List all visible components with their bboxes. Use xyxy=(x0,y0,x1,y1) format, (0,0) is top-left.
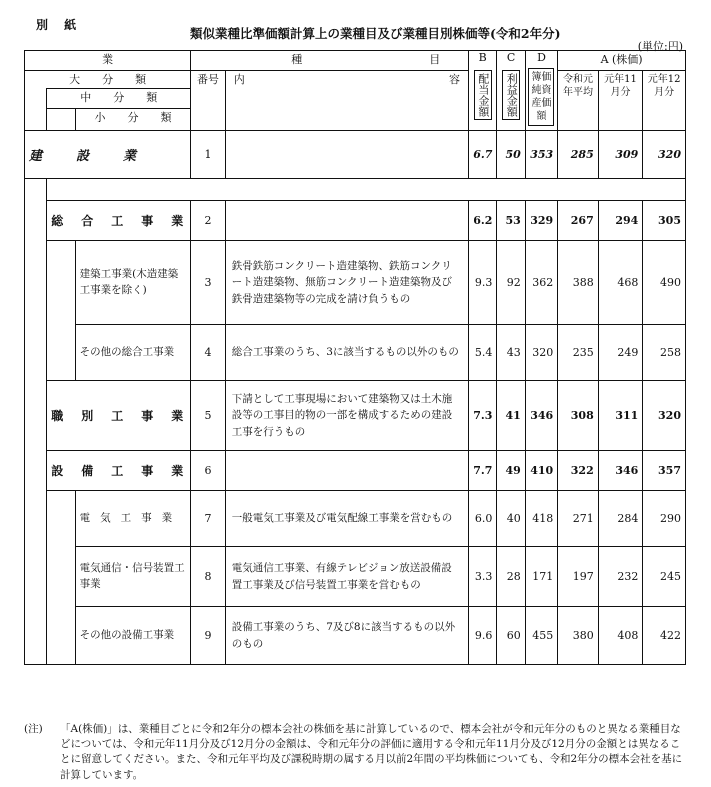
value-a3: 290 xyxy=(643,491,686,547)
value-a1: 308 xyxy=(558,381,599,451)
row-description: 一般電気工事業及び電気配線工事業を営むもの xyxy=(225,491,468,547)
row-number: 9 xyxy=(191,607,225,665)
category-name: その他の設備工事業 xyxy=(75,607,191,665)
value-a2: 249 xyxy=(598,325,643,381)
header-gyo: 業 xyxy=(25,51,191,71)
value-a2: 311 xyxy=(598,381,643,451)
value-c: 53 xyxy=(497,201,525,241)
value-a3: 490 xyxy=(643,241,686,325)
row-description: 下請として工事現場において建築物又は土木施設等の工事目的物の一部を構成するための建設工事を行うもの xyxy=(225,381,468,451)
value-d: 418 xyxy=(525,491,557,547)
footnote-text: 「A(株価)」は、業種目ごとに令和2年分の標本会社の株価を基に計算しているので、標本会社が令和元年分のものと異なる業種目などについては、令和元年11月分及び12月分の金額は、令和元年分の評価に適用する令和元年11月分及び12月分の金額とは異なることに留意してください。また、令和元年平均及び課税時期の属する月以前2年間の平均株価についても、令和2年分の標本会社を基に計算しています。 xyxy=(60,723,683,781)
header-naiyo-right: 容 xyxy=(449,73,461,86)
header-a-group: A (株価) xyxy=(558,51,686,71)
value-a3: 320 xyxy=(643,381,686,451)
row-number: 5 xyxy=(191,381,225,451)
category-name: 職別工事業 xyxy=(47,381,191,451)
header-dai: 大 分 類 xyxy=(25,71,191,89)
value-a3: 357 xyxy=(643,451,686,491)
value-a2: 408 xyxy=(598,607,643,665)
value-b: 6.7 xyxy=(469,131,497,179)
header-c: C xyxy=(506,51,516,64)
row-description xyxy=(225,451,468,491)
value-a1: 388 xyxy=(558,241,599,325)
header-chu: 中 分 類 xyxy=(47,89,191,109)
table-row xyxy=(25,381,686,451)
value-d: 329 xyxy=(525,201,557,241)
unit-label: (単位:円) xyxy=(637,40,683,53)
value-c: 50 xyxy=(497,131,525,179)
value-b: 7.7 xyxy=(469,451,497,491)
value-a2: 346 xyxy=(598,451,643,491)
row-description xyxy=(225,201,468,241)
header-a3: 元年12月分 xyxy=(643,71,686,131)
value-c: 41 xyxy=(497,381,525,451)
value-b: 9.3 xyxy=(469,241,497,325)
value-a3: 258 xyxy=(643,325,686,381)
table-row xyxy=(25,547,686,607)
row-number: 2 xyxy=(191,201,225,241)
category-name: 総合工事業 xyxy=(47,201,191,241)
value-d: 362 xyxy=(525,241,557,325)
value-a2: 468 xyxy=(598,241,643,325)
table-row xyxy=(25,241,686,325)
value-d: 455 xyxy=(525,607,557,665)
row-number: 3 xyxy=(191,241,225,325)
value-a1: 267 xyxy=(558,201,599,241)
table-row xyxy=(25,451,686,491)
value-c: 28 xyxy=(497,547,525,607)
header-bango: 番号 xyxy=(191,71,225,131)
header-b-sub: 配当金額 xyxy=(474,70,492,120)
header-a1: 令和元年平均 xyxy=(558,71,599,131)
row-description: 設備工事業のうち、7及び8に該当するもの以外のもの xyxy=(225,607,468,665)
header-d-sub: 簿価純資産価額 xyxy=(528,68,554,126)
value-a1: 380 xyxy=(558,607,599,665)
value-a2: 309 xyxy=(598,131,643,179)
header-sho: 小 分 類 xyxy=(75,109,191,131)
value-a3: 305 xyxy=(643,201,686,241)
row-description: 鉄骨鉄筋コンクリート造建築物、鉄筋コンクリート造建築物、無筋コンクリート造建築物及び鉄骨造建築物等の完成を請け負うもの xyxy=(225,241,468,325)
value-c: 60 xyxy=(497,607,525,665)
row-description: 電気通信工事業、有線テレビジョン放送設備設置工事業及び信号装置工事業を営むもの xyxy=(225,547,468,607)
value-b: 9.6 xyxy=(469,607,497,665)
value-a3: 320 xyxy=(643,131,686,179)
value-d: 320 xyxy=(525,325,557,381)
row-number: 4 xyxy=(191,325,225,381)
row-description: 総合工事業のうち、3に該当するもの以外のもの xyxy=(225,325,468,381)
value-a1: 271 xyxy=(558,491,599,547)
table-row xyxy=(25,607,686,665)
value-c: 92 xyxy=(497,241,525,325)
header-b: B xyxy=(478,51,487,64)
category-name: 設備工事業 xyxy=(47,451,191,491)
table-row xyxy=(25,131,686,179)
value-a2: 284 xyxy=(598,491,643,547)
header-moku: 目 xyxy=(429,53,441,66)
value-d: 171 xyxy=(525,547,557,607)
row-number: 1 xyxy=(191,131,225,179)
value-d: 353 xyxy=(525,131,557,179)
value-b: 6.2 xyxy=(469,201,497,241)
category-name: その他の総合工事業 xyxy=(75,325,191,381)
category-name: 建築工事業(木造建築工事業を除く) xyxy=(75,241,191,325)
header-shu: 種 xyxy=(291,53,303,66)
header-naiyo-left: 内 xyxy=(233,73,245,86)
category-name: 電気通信・信号装置工事業 xyxy=(75,547,191,607)
value-a1: 197 xyxy=(558,547,599,607)
value-d: 346 xyxy=(525,381,557,451)
value-a3: 245 xyxy=(643,547,686,607)
industry-stock-table xyxy=(24,50,686,665)
value-c: 43 xyxy=(497,325,525,381)
value-c: 40 xyxy=(497,491,525,547)
value-a1: 285 xyxy=(558,131,599,179)
category-name: 電気工事業 xyxy=(75,491,191,547)
category-name: 建設業 xyxy=(25,131,191,179)
header-c-sub: 利益金額 xyxy=(502,70,520,120)
row-number: 6 xyxy=(191,451,225,491)
value-a3: 422 xyxy=(643,607,686,665)
header-d: D xyxy=(537,51,546,64)
attachment-label: 別 紙 xyxy=(36,18,83,32)
footnote xyxy=(24,722,684,783)
value-c: 49 xyxy=(497,451,525,491)
page-title: 類似業種比準価額計算上の業種目及び業種目別株価等(令和2年分) xyxy=(190,26,561,41)
value-b: 3.3 xyxy=(469,547,497,607)
value-a1: 235 xyxy=(558,325,599,381)
value-a1: 322 xyxy=(558,451,599,491)
value-a2: 294 xyxy=(598,201,643,241)
table-row xyxy=(25,491,686,547)
footnote-label: (注) xyxy=(24,723,43,735)
row-description xyxy=(225,131,468,179)
value-b: 7.3 xyxy=(469,381,497,451)
value-b: 5.4 xyxy=(469,325,497,381)
value-d: 410 xyxy=(525,451,557,491)
row-number: 8 xyxy=(191,547,225,607)
header-a2: 元年11月分 xyxy=(598,71,643,131)
table-row xyxy=(25,201,686,241)
row-number: 7 xyxy=(191,491,225,547)
value-a2: 232 xyxy=(598,547,643,607)
value-b: 6.0 xyxy=(469,491,497,547)
table-row xyxy=(25,325,686,381)
